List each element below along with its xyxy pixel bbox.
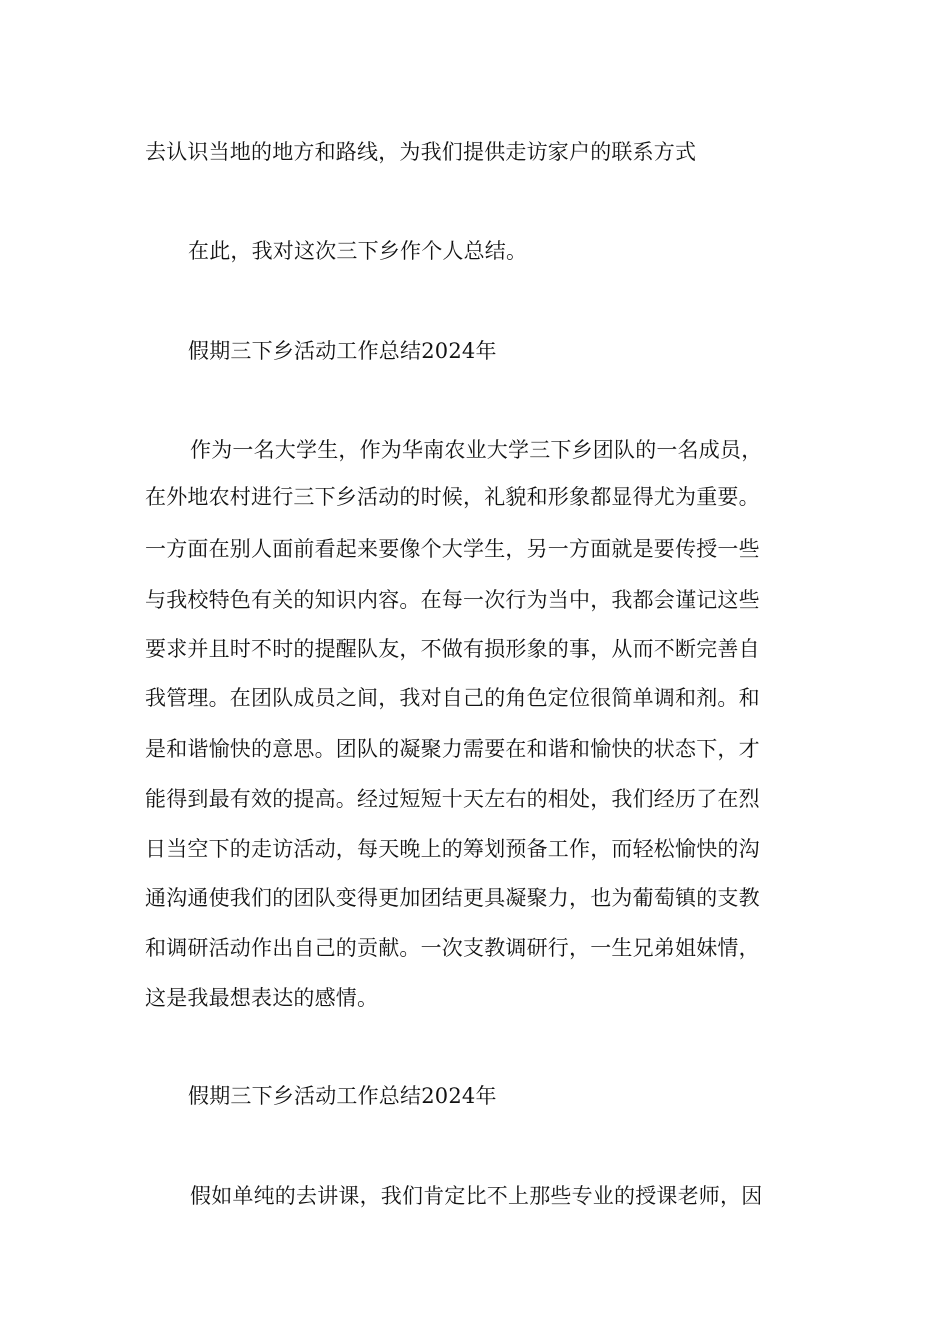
paragraph-line: 假如单纯的去讲课，我们肯定比不上那些专业的授课老师，因 (190, 1184, 763, 1208)
paragraph-line: 一方面在别人面前看起来要像个大学生，另一方面就是要传授一些 (145, 537, 760, 561)
summary-intro: 在此，我对这次三下乡作个人总结。 (188, 239, 528, 263)
paragraph-line: 与我校特色有关的知识内容。在每一次行为当中，我都会谨记这些 (145, 588, 760, 612)
section-heading: 假期三下乡活动工作总结2024年 (188, 1084, 497, 1108)
paragraph-line: 是和谐愉快的意思。团队的凝聚力需要在和谐和愉快的状态下，才 (145, 737, 760, 761)
paragraph-line: 这是我最想表达的感情。 (145, 986, 379, 1010)
paragraph-line: 作为一名大学生，作为华南农业大学三下乡团队的一名成员， (190, 438, 763, 462)
paragraph-line: 通沟通使我们的团队变得更加团结更具凝聚力，也为葡萄镇的支教 (145, 886, 760, 910)
text-line: 去认识当地的地方和路线，为我们提供走访家户的联系方式 (145, 140, 697, 164)
paragraph-line: 要求并且时不时的提醒队友，不做有损形象的事，从而不断完善自 (145, 637, 760, 661)
paragraph-line: 在外地农村进行三下乡活动的时候，礼貌和形象都显得尤为重要。 (145, 485, 760, 509)
paragraph-line: 日当空下的走访活动，每天晚上的筹划预备工作，而轻松愉快的沟 (145, 837, 760, 861)
section-heading: 假期三下乡活动工作总结2024年 (188, 339, 497, 363)
paragraph-line: 能得到最有效的提高。经过短短十天左右的相处，我们经历了在烈 (145, 787, 760, 811)
paragraph-line: 我管理。在团队成员之间，我对自己的角色定位很简单调和剂。和 (145, 686, 760, 710)
paragraph-line: 和调研活动作出自己的贡献。一次支教调研行，一生兄弟姐妹情， (145, 936, 760, 960)
